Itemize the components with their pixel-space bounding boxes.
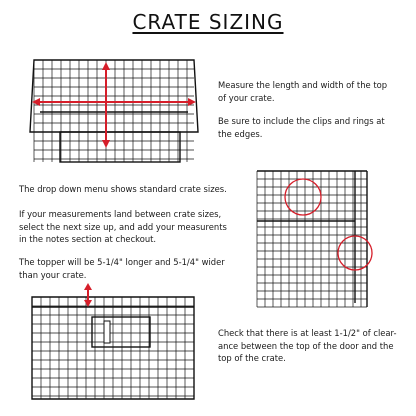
include-clips-text: Be sure to include the clips and rings at the edges. <box>218 116 385 139</box>
clearance-text: Check that there is at least 1-1/2" of clear-ance between the top of the door and the top of the crate. <box>218 328 397 363</box>
topper-text: The topper will be 5-1/4" longer and 5-1/4" wider than your crate. <box>19 257 225 280</box>
crate-door-photo <box>26 283 198 399</box>
crate-top-photo <box>26 52 202 168</box>
page-title: CRATE SIZING <box>132 10 284 34</box>
dropdown-text: The drop down menu shows standard crate sizes. <box>19 184 227 194</box>
between-sizes-text: If your measurements land between crate sizes, select the next size up, and add your measurents in the notes section at checkout. <box>19 209 227 244</box>
crate-corner-photo <box>257 167 374 307</box>
measure-top-text: Measure the length and width of the top of your crate. <box>218 80 388 103</box>
clip-circle <box>285 179 321 215</box>
